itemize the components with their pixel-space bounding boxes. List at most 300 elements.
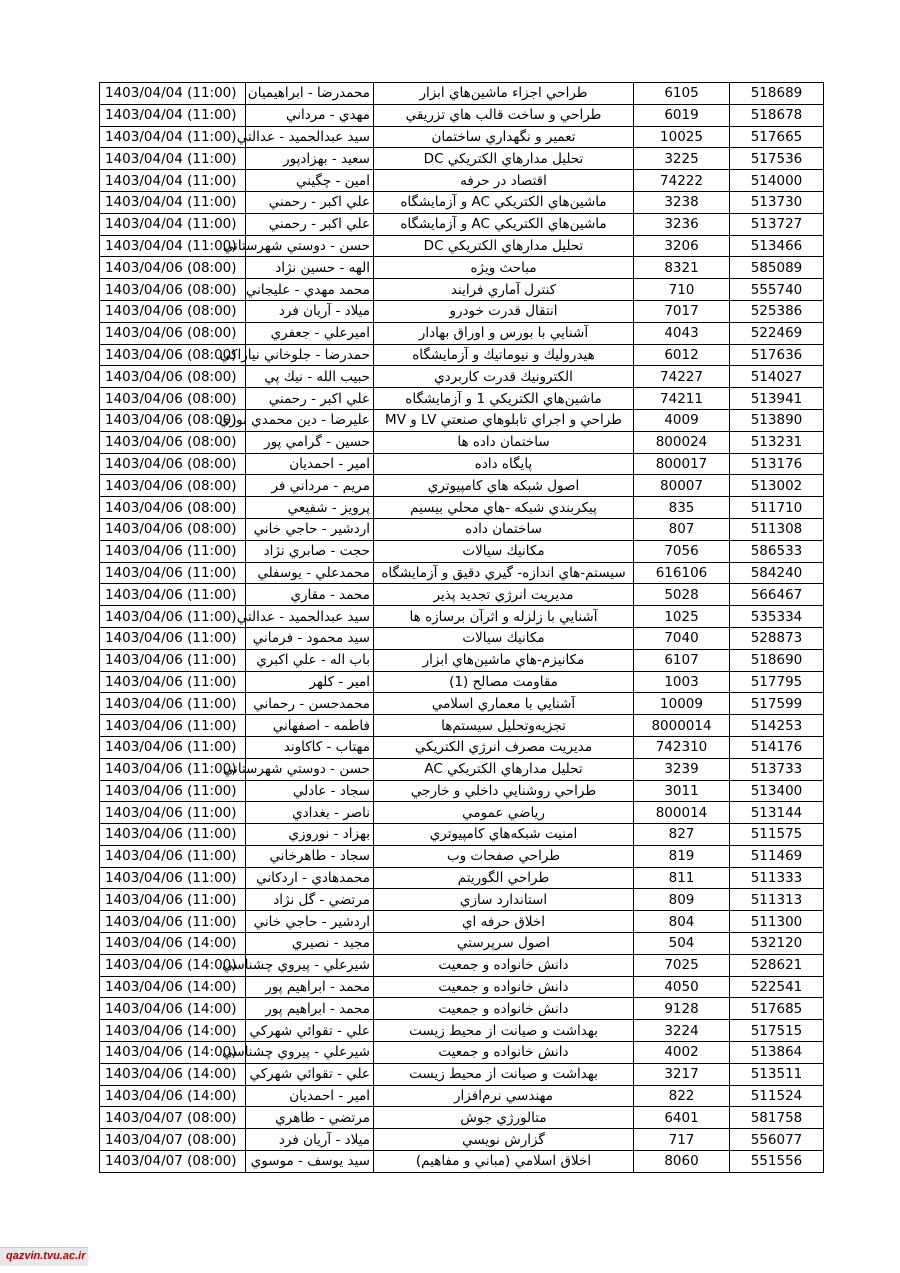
exam-datetime: 1403/04/06 (08:00) xyxy=(100,300,246,322)
class-id: 556077 xyxy=(730,1129,824,1151)
exam-datetime: 1403/04/04 (11:00) xyxy=(100,170,246,192)
class-id: 528621 xyxy=(730,954,824,976)
table-row xyxy=(100,802,824,824)
exam-datetime: 1403/04/04 (11:00) xyxy=(100,126,246,148)
course-title: دانش خانواده و جمعيت xyxy=(374,976,634,998)
class-id: 585089 xyxy=(730,257,824,279)
course-title: امنيت شبكه‌هاي كامپيوتري xyxy=(374,824,634,846)
table-row xyxy=(100,83,824,105)
instructor-name: ميلاد - آريان فرد xyxy=(246,1129,374,1151)
instructor-name: حسن - دوستي شهرستاني xyxy=(246,758,374,780)
instructor-name: حسن - دوستي شهرستاني xyxy=(246,235,374,257)
table-row xyxy=(100,562,824,584)
class-id: 518689 xyxy=(730,83,824,105)
course-title: استاندارد سازي xyxy=(374,889,634,911)
instructor-name: مهتاب - كاكاوند xyxy=(246,736,374,758)
site-footer xyxy=(0,1247,88,1266)
instructor-name: ناصر - بغدادي xyxy=(246,802,374,824)
course-title: گزارش نويسي xyxy=(374,1129,634,1151)
exam-datetime: 1403/04/04 (11:00) xyxy=(100,191,246,213)
instructor-name: حجت - صابري نژاد xyxy=(246,540,374,562)
class-id: 522469 xyxy=(730,322,824,344)
class-id: 566467 xyxy=(730,584,824,606)
course-title: اخلاق اسلامي (مباني و مفاهيم) xyxy=(374,1151,634,1173)
course-code: 5028 xyxy=(634,584,730,606)
exam-datetime: 1403/04/06 (08:00) xyxy=(100,279,246,301)
class-id: 513727 xyxy=(730,213,824,235)
class-id: 586533 xyxy=(730,540,824,562)
course-title: مديريت مصرف انرژي الكتريكي xyxy=(374,736,634,758)
exam-datetime: 1403/04/06 (08:00) xyxy=(100,518,246,540)
course-title: هيدروليك و نيوماتيك و آزمايشگاه xyxy=(374,344,634,366)
instructor-name: حبيب الله - نيك پي xyxy=(246,366,374,388)
course-title: طراحي روشنايي داخلي و خارجي xyxy=(374,780,634,802)
table-row xyxy=(100,758,824,780)
class-id: 517515 xyxy=(730,1020,824,1042)
course-code: 819 xyxy=(634,845,730,867)
exam-datetime: 1403/04/07 (08:00) xyxy=(100,1107,246,1129)
exam-datetime: 1403/04/06 (14:00) xyxy=(100,1063,246,1085)
course-title: الكترونيك قدرت كاربردي xyxy=(374,366,634,388)
instructor-name: امير - احمديان xyxy=(246,1085,374,1107)
instructor-name: بهزاد - نوروزي xyxy=(246,824,374,846)
course-code: 4050 xyxy=(634,976,730,998)
class-id: 581758 xyxy=(730,1107,824,1129)
table-row xyxy=(100,475,824,497)
class-id: 511469 xyxy=(730,845,824,867)
table-row xyxy=(100,889,824,911)
exam-datetime: 1403/04/06 (08:00) xyxy=(100,388,246,410)
table-row xyxy=(100,148,824,170)
instructor-name: امين - چگيني xyxy=(246,170,374,192)
exam-datetime: 1403/04/06 (08:00) xyxy=(100,497,246,519)
class-id: 511524 xyxy=(730,1085,824,1107)
course-code: 1003 xyxy=(634,671,730,693)
table-row xyxy=(100,911,824,933)
exam-datetime: 1403/04/06 (14:00) xyxy=(100,933,246,955)
table-row xyxy=(100,845,824,867)
table-row xyxy=(100,649,824,671)
table-row xyxy=(100,933,824,955)
class-id: 517536 xyxy=(730,148,824,170)
table-row xyxy=(100,867,824,889)
course-code: 7017 xyxy=(634,300,730,322)
course-title: دانش خانواده و جمعيت xyxy=(374,998,634,1020)
exam-schedule-table xyxy=(99,82,824,1173)
table-row xyxy=(100,279,824,301)
exam-datetime: 1403/04/06 (11:00) xyxy=(100,715,246,737)
course-title: بهداشت و صيانت از محيط زيست xyxy=(374,1020,634,1042)
instructor-name: محمدرضا - ابراهیمیان xyxy=(246,83,374,105)
course-code: 7040 xyxy=(634,627,730,649)
class-id: 517636 xyxy=(730,344,824,366)
class-id: 513941 xyxy=(730,388,824,410)
exam-datetime: 1403/04/06 (14:00) xyxy=(100,976,246,998)
course-title: اقتصاد در حرفه xyxy=(374,170,634,192)
class-id: 513231 xyxy=(730,431,824,453)
table-row xyxy=(100,497,824,519)
course-code: 3217 xyxy=(634,1063,730,1085)
class-id: 525386 xyxy=(730,300,824,322)
course-code: 10025 xyxy=(634,126,730,148)
instructor-name: امير - احمديان xyxy=(246,453,374,475)
instructor-name: محمد مهدي - عليجاني xyxy=(246,279,374,301)
exam-datetime: 1403/04/06 (14:00) xyxy=(100,1042,246,1064)
instructor-name: علي - تقوائي شهركي xyxy=(246,1020,374,1042)
course-title: ماشين‌هاي الكتريكي 1 و آزمايشگاه xyxy=(374,388,634,410)
table-row xyxy=(100,736,824,758)
exam-datetime: 1403/04/06 (14:00) xyxy=(100,1020,246,1042)
instructor-name: مهدي - مرداني xyxy=(246,104,374,126)
class-id: 511575 xyxy=(730,824,824,846)
table-row xyxy=(100,1085,824,1107)
exam-datetime: 1403/04/06 (11:00) xyxy=(100,693,246,715)
course-code: 3238 xyxy=(634,191,730,213)
instructor-name: اردشير - حاجي خاني xyxy=(246,518,374,540)
table-row xyxy=(100,780,824,802)
course-code: 6105 xyxy=(634,83,730,105)
table-row xyxy=(100,104,824,126)
instructor-name: عليرضا - دين محمدي نوري xyxy=(246,409,374,431)
table-row xyxy=(100,366,824,388)
table-row xyxy=(100,409,824,431)
course-code: 74211 xyxy=(634,388,730,410)
exam-datetime: 1403/04/06 (11:00) xyxy=(100,758,246,780)
class-id: 511333 xyxy=(730,867,824,889)
class-id: 513002 xyxy=(730,475,824,497)
exam-datetime: 1403/04/06 (11:00) xyxy=(100,845,246,867)
course-code: 3239 xyxy=(634,758,730,780)
course-title: آشنايي با بورس و اوراق بهادار xyxy=(374,322,634,344)
instructor-name: سعيد - بهزادپور xyxy=(246,148,374,170)
exam-datetime: 1403/04/06 (11:00) xyxy=(100,780,246,802)
course-code: 80007 xyxy=(634,475,730,497)
course-code: 811 xyxy=(634,867,730,889)
class-id: 517665 xyxy=(730,126,824,148)
class-id: 513466 xyxy=(730,235,824,257)
table-row xyxy=(100,235,824,257)
table-row xyxy=(100,1151,824,1173)
class-id: 514027 xyxy=(730,366,824,388)
instructor-name: علي - تقوائي شهركي xyxy=(246,1063,374,1085)
instructor-name: سجاد - طاهرخاني xyxy=(246,845,374,867)
instructor-name: حمدرضا - جلوخاني نياراکي xyxy=(246,344,374,366)
class-id: 513864 xyxy=(730,1042,824,1064)
table-row xyxy=(100,300,824,322)
course-code: 3236 xyxy=(634,213,730,235)
instructor-name: شيرعلي - پيروي چشناسي xyxy=(246,954,374,976)
course-title: بهداشت و صيانت از محيط زيست xyxy=(374,1063,634,1085)
table-row xyxy=(100,388,824,410)
class-id: 528873 xyxy=(730,627,824,649)
course-code: 800024 xyxy=(634,431,730,453)
instructor-name: ميلاد - آريان فرد xyxy=(246,300,374,322)
exam-datetime: 1403/04/06 (08:00) xyxy=(100,257,246,279)
table-row xyxy=(100,322,824,344)
class-id: 513733 xyxy=(730,758,824,780)
course-code: 9128 xyxy=(634,998,730,1020)
course-code: 4002 xyxy=(634,1042,730,1064)
exam-datetime: 1403/04/06 (08:00) xyxy=(100,344,246,366)
exam-datetime: 1403/04/06 (14:00) xyxy=(100,954,246,976)
table-row xyxy=(100,671,824,693)
instructor-name: علي اكبر - رحمني xyxy=(246,213,374,235)
course-title: تجزيه‌وتحليل سيستم‌ها xyxy=(374,715,634,737)
instructor-name: الهه - حسين نژاد xyxy=(246,257,374,279)
class-id: 532120 xyxy=(730,933,824,955)
exam-datetime: 1403/04/06 (11:00) xyxy=(100,867,246,889)
class-id: 511308 xyxy=(730,518,824,540)
class-id: 555740 xyxy=(730,279,824,301)
course-code: 616106 xyxy=(634,562,730,584)
exam-schedule-rows xyxy=(100,83,824,1173)
course-code: 800017 xyxy=(634,453,730,475)
course-title: ساختمان داده xyxy=(374,518,634,540)
table-row xyxy=(100,606,824,628)
course-title: اصول سرپرستي xyxy=(374,933,634,955)
course-title: مكانيك سيالات xyxy=(374,540,634,562)
class-id: 513144 xyxy=(730,802,824,824)
exam-datetime: 1403/04/06 (11:00) xyxy=(100,562,246,584)
course-title: ماشين‌هاي الكتريكي AC و آزمايشگاه xyxy=(374,213,634,235)
course-code: 3224 xyxy=(634,1020,730,1042)
instructor-name: فاطمه - اصفهاني xyxy=(246,715,374,737)
class-id: 514000 xyxy=(730,170,824,192)
class-id: 517599 xyxy=(730,693,824,715)
class-id: 511710 xyxy=(730,497,824,519)
table-row xyxy=(100,257,824,279)
course-code: 822 xyxy=(634,1085,730,1107)
instructor-name: علي اكبر - رحمني xyxy=(246,388,374,410)
table-row xyxy=(100,1129,824,1151)
instructor-name: محمد - ابراهيم پور xyxy=(246,976,374,998)
instructor-name: باب اله - علي اكبري xyxy=(246,649,374,671)
course-code: 3206 xyxy=(634,235,730,257)
course-code: 74222 xyxy=(634,170,730,192)
site-url[interactable]: qazvin.tvu.ac.ir xyxy=(6,1250,86,1262)
course-title: تحليل مدارهاي الكتريكي DC xyxy=(374,235,634,257)
course-title: آشنايي با زلزله و اثرآن برسازه ها xyxy=(374,606,634,628)
course-title: كنترل آماري فرايند xyxy=(374,279,634,301)
course-title: مديريت انرژي تجديد پذير xyxy=(374,584,634,606)
instructor-name: حسين - گرامي پور xyxy=(246,431,374,453)
exam-datetime: 1403/04/06 (11:00) xyxy=(100,540,246,562)
table-row xyxy=(100,344,824,366)
course-code: 6012 xyxy=(634,344,730,366)
instructor-name: پرويز - شفيعي xyxy=(246,497,374,519)
class-id: 513890 xyxy=(730,409,824,431)
instructor-name: امير - كلهر xyxy=(246,671,374,693)
class-id: 513511 xyxy=(730,1063,824,1085)
course-code: 8321 xyxy=(634,257,730,279)
course-title: انتقال قدرت خودرو xyxy=(374,300,634,322)
class-id: 518690 xyxy=(730,649,824,671)
class-id: 513176 xyxy=(730,453,824,475)
course-title: تعمير و نگهداري ساختمان xyxy=(374,126,634,148)
course-code: 3225 xyxy=(634,148,730,170)
course-code: 835 xyxy=(634,497,730,519)
course-title: مباحث ويژه xyxy=(374,257,634,279)
class-id: 513730 xyxy=(730,191,824,213)
exam-schedule-sheet xyxy=(99,82,823,1173)
exam-datetime: 1403/04/06 (11:00) xyxy=(100,671,246,693)
class-id: 514176 xyxy=(730,736,824,758)
exam-datetime: 1403/04/04 (11:00) xyxy=(100,104,246,126)
course-code: 6107 xyxy=(634,649,730,671)
table-row xyxy=(100,627,824,649)
table-row xyxy=(100,824,824,846)
instructor-name: مرتضي - گل نژاد xyxy=(246,889,374,911)
exam-datetime: 1403/04/06 (11:00) xyxy=(100,649,246,671)
course-title: دانش خانواده و جمعيت xyxy=(374,954,634,976)
course-title: طراحي صفحات وب xyxy=(374,845,634,867)
table-row xyxy=(100,126,824,148)
course-code: 74227 xyxy=(634,366,730,388)
table-row xyxy=(100,1063,824,1085)
class-id: 517685 xyxy=(730,998,824,1020)
course-code: 1025 xyxy=(634,606,730,628)
class-id: 518678 xyxy=(730,104,824,126)
table-row xyxy=(100,170,824,192)
course-code: 7056 xyxy=(634,540,730,562)
course-title: مهندسي نرم‌افزار xyxy=(374,1085,634,1107)
class-id: 513400 xyxy=(730,780,824,802)
class-id: 535334 xyxy=(730,606,824,628)
instructor-name: سيد محمود - فرماني xyxy=(246,627,374,649)
exam-datetime: 1403/04/04 (11:00) xyxy=(100,83,246,105)
course-title: ساختمان داده ها xyxy=(374,431,634,453)
exam-datetime: 1403/04/07 (08:00) xyxy=(100,1129,246,1151)
instructor-name: علي اكبر - رحمني xyxy=(246,191,374,213)
table-row xyxy=(100,453,824,475)
table-row xyxy=(100,954,824,976)
course-code: 717 xyxy=(634,1129,730,1151)
table-row xyxy=(100,584,824,606)
instructor-name: محمدحسن - رحماني xyxy=(246,693,374,715)
exam-datetime: 1403/04/06 (11:00) xyxy=(100,824,246,846)
table-row xyxy=(100,998,824,1020)
exam-datetime: 1403/04/06 (14:00) xyxy=(100,998,246,1020)
instructor-name: اميرعلي - جعفري xyxy=(246,322,374,344)
instructor-name: مرتضي - طاهري xyxy=(246,1107,374,1129)
exam-datetime: 1403/04/06 (08:00) xyxy=(100,366,246,388)
class-id: 522541 xyxy=(730,976,824,998)
table-row xyxy=(100,976,824,998)
course-title: طراحي و ساخت قالب هاي تزريقي xyxy=(374,104,634,126)
exam-datetime: 1403/04/06 (11:00) xyxy=(100,606,246,628)
exam-datetime: 1403/04/06 (08:00) xyxy=(100,475,246,497)
exam-datetime: 1403/04/06 (11:00) xyxy=(100,736,246,758)
course-code: 3011 xyxy=(634,780,730,802)
exam-datetime: 1403/04/06 (11:00) xyxy=(100,627,246,649)
exam-datetime: 1403/04/06 (11:00) xyxy=(100,911,246,933)
class-id: 517795 xyxy=(730,671,824,693)
table-row xyxy=(100,191,824,213)
table-row xyxy=(100,693,824,715)
table-row xyxy=(100,1020,824,1042)
course-title: دانش خانواده و جمعيت xyxy=(374,1042,634,1064)
course-title: طراحي الگوريتم xyxy=(374,867,634,889)
course-title: طراحي و اجراي تابلوهاي صنعتي LV و MV xyxy=(374,409,634,431)
class-id: 551556 xyxy=(730,1151,824,1173)
course-title: اخلاق حرفه اي xyxy=(374,911,634,933)
course-title: طراحي اجزاء ماشين‌هاي ابزار xyxy=(374,83,634,105)
table-row xyxy=(100,1107,824,1129)
course-title: پيكربندي شبكه -هاي محلي بيسيم xyxy=(374,497,634,519)
exam-datetime: 1403/04/06 (08:00) xyxy=(100,431,246,453)
course-title: مكانيك سيالات xyxy=(374,627,634,649)
class-id: 511313 xyxy=(730,889,824,911)
course-title: اصول شبكه هاي كامپيوتري xyxy=(374,475,634,497)
course-code: 804 xyxy=(634,911,730,933)
table-row xyxy=(100,715,824,737)
course-title: تحليل مدارهاي الكتريكي AC xyxy=(374,758,634,780)
course-title: مكانيزم-هاي ماشين‌هاي ابزار xyxy=(374,649,634,671)
instructor-name: محمد - ابراهيم پور xyxy=(246,998,374,1020)
course-title: متالورژي جوش xyxy=(374,1107,634,1129)
course-title: تحليل مدارهاي الكتريكي DC xyxy=(374,148,634,170)
instructor-name: اردشير - حاجي خاني xyxy=(246,911,374,933)
instructor-name: سجاد - عادلي xyxy=(246,780,374,802)
instructor-name: مريم - مرداني فر xyxy=(246,475,374,497)
course-title: مقاومت مصالح (1) xyxy=(374,671,634,693)
course-code: 800014 xyxy=(634,802,730,824)
instructor-name: سيد عبدالحميد - عدالتي xyxy=(246,126,374,148)
exam-datetime: 1403/04/06 (08:00) xyxy=(100,322,246,344)
exam-datetime: 1403/04/06 (14:00) xyxy=(100,1085,246,1107)
instructor-name: سيد يوسف - موسوي xyxy=(246,1151,374,1173)
course-code: 6019 xyxy=(634,104,730,126)
table-row xyxy=(100,1042,824,1064)
exam-datetime: 1403/04/06 (11:00) xyxy=(100,889,246,911)
course-title: رياضي عمومي xyxy=(374,802,634,824)
exam-datetime: 1403/04/04 (11:00) xyxy=(100,148,246,170)
exam-datetime: 1403/04/06 (11:00) xyxy=(100,584,246,606)
exam-datetime: 1403/04/04 (11:00) xyxy=(100,235,246,257)
class-id: 511300 xyxy=(730,911,824,933)
course-code: 504 xyxy=(634,933,730,955)
course-title: سيستم-هاي اندازه- گيري دقيق و آزمايشگاه xyxy=(374,562,634,584)
instructor-name: محمدعلي - يوسفلي xyxy=(246,562,374,584)
table-row xyxy=(100,518,824,540)
class-id: 514253 xyxy=(730,715,824,737)
exam-datetime: 1403/04/07 (08:00) xyxy=(100,1151,246,1173)
course-code: 4009 xyxy=(634,409,730,431)
exam-datetime: 1403/04/06 (08:00) xyxy=(100,409,246,431)
instructor-name: شيرعلي - پيروي چشناسي xyxy=(246,1042,374,1064)
exam-datetime: 1403/04/06 (11:00) xyxy=(100,802,246,824)
course-code: 807 xyxy=(634,518,730,540)
instructor-name: مجيد - نصيري xyxy=(246,933,374,955)
course-code: 809 xyxy=(634,889,730,911)
table-row xyxy=(100,213,824,235)
course-code: 742310 xyxy=(634,736,730,758)
course-code: 4043 xyxy=(634,322,730,344)
table-row xyxy=(100,431,824,453)
class-id: 584240 xyxy=(730,562,824,584)
course-code: 10009 xyxy=(634,693,730,715)
course-code: 8000014 xyxy=(634,715,730,737)
exam-datetime: 1403/04/06 (08:00) xyxy=(100,453,246,475)
exam-datetime: 1403/04/04 (11:00) xyxy=(100,213,246,235)
course-code: 6401 xyxy=(634,1107,730,1129)
course-code: 827 xyxy=(634,824,730,846)
instructor-name: محمدهادي - اردكاني xyxy=(246,867,374,889)
course-code: 8060 xyxy=(634,1151,730,1173)
instructor-name: سيد عبدالحميد - عدالتي xyxy=(246,606,374,628)
course-code: 710 xyxy=(634,279,730,301)
course-title: آشنايي با معماري اسلامي xyxy=(374,693,634,715)
